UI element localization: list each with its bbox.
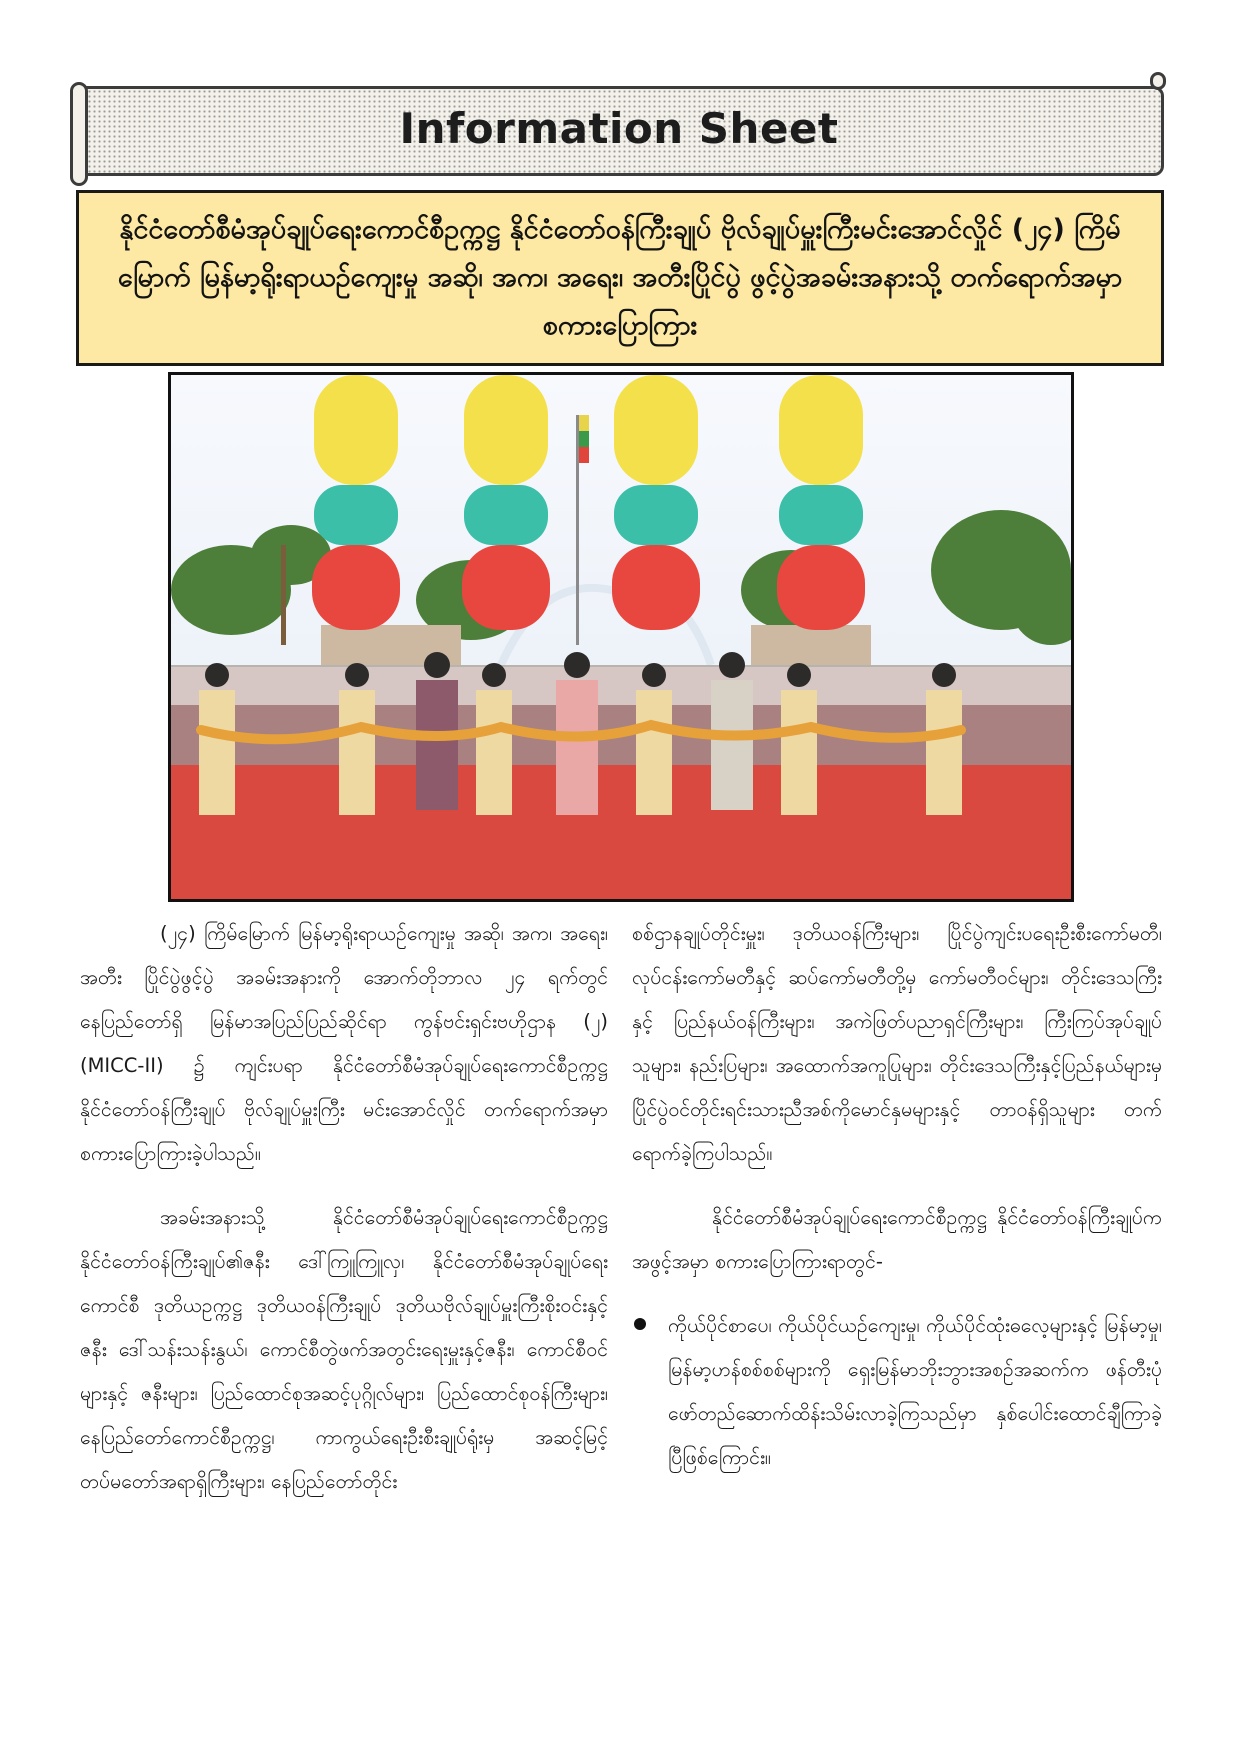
paragraph-intro: (၂၄) ကြိမ်မြောက် မြန်မာ့ရိုးရာယဉ်ကျေးမှု အဆို၊ အက၊ အရေး၊ အတီး ပြိုင်ပွဲဖွင့်ပွဲ အခမ်းအနားကို အောက်တိုဘာလ ၂၄ ရက်တွင် နေပြည်တော်ရှိ မြန်မာအပြည်ပြည်ဆိုင်ရာ ကွန်ဗင်းရှင်းဗဟိုဌာန (၂) (MICC-II) ၌ ကျင်းပရာ နိုင်ငံတော်စီမံအုပ်ချုပ်ရေးကောင်စီဥက္ကဋ္ဌ နိုင်ငံတော်ဝန်ကြီးချုပ် ဗိုလ်ချုပ်မှူးကြီး မင်းအောင်လှိုင် တက်ရောက်အမှာစကားပြောကြားခဲ့ပါသည်။ (80, 922, 608, 1165)
headline-box (76, 190, 1164, 366)
paragraph-attendees: အခမ်းအနားသို့ နိုင်ငံတော်စီမံအုပ်ချုပ်ရေးကောင်စီဥက္ကဋ္ဌ နိုင်ငံတော်ဝန်ကြီးချုပ်၏ဇနီး ဒေါ်ကြူကြူလှ၊ နိုင်ငံတော်စီမံအုပ်ချုပ်ရေးကောင်စီ ဒုတိယဥက္ကဋ္ဌ ဒုတိယဝန်ကြီးချုပ် ဒုတိယဗိုလ်ချုပ်မှူးကြီးစိုးဝင်းနှင့်ဇနီး ဒေါ်သန်းသန်းနွယ်၊ ကောင်စီတွဲဖက်အတွင်းရေးမှူးနှင့်ဇနီး၊ ကောင်စီဝင်များနှင့် ဇနီးများ၊ ပြည်ထောင်စုအဆင့်ပုဂ္ဂိုလ်များ၊ ပြည်ထောင်စုဝန်ကြီးများ၊ နေပြည်တော်ကောင်စီဥက္ကဋ္ဌ၊ ကာကွယ်ရေးဦးစီးချုပ်ရုံးမှ အဆင့်မြင့်တပ်မတော်အရာရှိကြီးများ၊ နေပြည်တော်တိုင်း (80, 1206, 608, 1493)
event-photo (168, 372, 1074, 902)
speech-points (632, 1304, 1162, 1480)
headline-text: နိုင်ငံတော်စီမံအုပ်ချုပ်ရေးကောင်စီဥက္ကဋ္ဌ နိုင်ငံတော်ဝန်ကြီးချုပ် ဗိုလ်ချုပ်မှူးကြီးမင်းအောင်လှိုင် (၂၄) ကြိမ်မြောက် မြန်မာ့ရိုးရာယဉ်ကျေးမှု အဆို၊ အက၊ အရေး၊ အတီးပြိုင်ပွဲ ဖွင့်ပွဲအခမ်းအနားသို့ တက်ရောက်အမှာစကားပြောကြား (117, 214, 1123, 341)
left-column (80, 912, 608, 1524)
bullet-icon (634, 1318, 646, 1330)
list-item (632, 1304, 1162, 1480)
page-title: Information Sheet (399, 104, 839, 153)
bullet-text: ကိုယ်ပိုင်စာပေ၊ ကိုယ်ပိုင်ယဉ်ကျေးမှု၊ ကိုယ်ပိုင်ထုံးဓလေ့များနှင့် မြန်မာ့မှု၊ မြန်မာ့ဟန်စစ်စစ်များကို ရှေးမြန်မာဘိုးဘွားအစဉ်အဆက်က ဖန်တီးပုံဖော်တည်ဆောက်ထိန်းသိမ်းလာခဲ့ကြသည်မှာ နှစ်ပေါင်းထောင်ချီကြာခဲ့ပြီဖြစ်ကြောင်း။ (668, 1314, 1162, 1469)
right-column (632, 912, 1162, 1480)
scroll-curl-right (1150, 72, 1166, 90)
ceremony-illustration (171, 375, 1071, 899)
paragraph-attendees-continued: စစ်ဌာနချုပ်တိုင်းမှူး၊ ဒုတိယဝန်ကြီးများ၊ ပြိုင်ပွဲကျင်းပရေးဦးစီးကော်မတီ၊ လုပ်ငန်းကော်မတီနှင့် ဆပ်ကော်မတီတို့မှ ကော်မတီဝင်များ၊ တိုင်းဒေသကြီးနှင့် ပြည်နယ်ဝန်ကြီးများ၊ အကဲဖြတ်ပညာရှင်ကြီးများ၊ ကြီးကြပ်အုပ်ချုပ်သူများ၊ နည်းပြများ၊ အထောက်အကူပြုများ၊ တိုင်းဒေသကြီးနှင့်ပြည်နယ်များမှ ပြိုင်ပွဲဝင်တိုင်းရင်းသားညီအစ်ကိုမောင်နှမများနှင့် တာဝန်ရှိသူများ တက်ရောက်ခဲ့ကြပါသည်။ (632, 922, 1162, 1165)
paragraph-speech-intro: နိုင်ငံတော်စီမံအုပ်ချုပ်ရေးကောင်စီဥက္ကဋ္ဌ နိုင်ငံတော်ဝန်ကြီးချုပ်က အဖွင့်အမှာ စကားပြောကြားရာတွင်- (632, 1206, 1162, 1273)
